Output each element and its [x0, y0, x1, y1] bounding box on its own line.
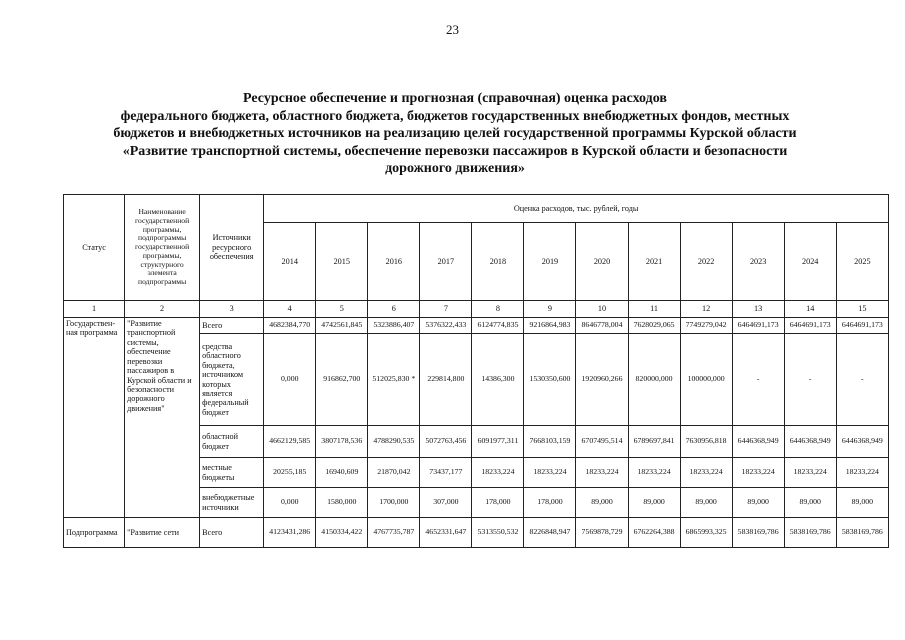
value-cell: 89,000 — [576, 488, 628, 518]
value-cell: 8646778,004 — [576, 318, 628, 334]
column-number: 10 — [576, 301, 628, 318]
value-cell: 73437,177 — [420, 458, 472, 488]
year-header: 2018 — [472, 223, 524, 301]
page-number: 23 — [446, 22, 459, 37]
year-header: 2020 — [576, 223, 628, 301]
value-cell: 18233,224 — [680, 458, 732, 488]
year-header: 2023 — [732, 223, 784, 301]
value-cell: 6446368,949 — [784, 426, 836, 458]
value-cell: 6707495,514 — [576, 426, 628, 458]
program-status: Государствен-ная программа — [64, 318, 125, 518]
value-cell: 3807178,536 — [316, 426, 368, 458]
value-cell: 229814,800 — [420, 334, 472, 426]
value-cell: 6091977,311 — [472, 426, 524, 458]
source-cell: областной бюджет — [200, 426, 264, 458]
value-cell: 4652331,647 — [420, 518, 472, 548]
header-sources: Источники ресурсного обеспечения — [200, 195, 264, 301]
value-cell: 8226848,947 — [524, 518, 576, 548]
value-cell: - — [732, 334, 784, 426]
source-cell: средства областного бюджета, источником которых является федеральный бюджет — [200, 334, 264, 426]
value-cell: 18233,224 — [628, 458, 680, 488]
column-number: 14 — [784, 301, 836, 318]
value-cell: - — [836, 334, 888, 426]
value-cell: 5838169,786 — [836, 518, 888, 548]
value-cell: 18233,224 — [524, 458, 576, 488]
value-cell: 6762264,388 — [628, 518, 680, 548]
year-header: 2017 — [420, 223, 472, 301]
title-line: «Развитие транспортной системы, обеспечение перевозки пассажиров в Курской области и безопасности — [122, 143, 788, 159]
program-name: "Развитие транспортной системы, обеспечение перевозки пассажиров в Курской области и безопасности дорожного движения" — [125, 318, 200, 518]
value-cell: 178,000 — [524, 488, 576, 518]
title-line: федерального бюджета, областного бюджета, бюджетов государственных внебюджетных фондов, местных — [120, 108, 790, 124]
value-cell: 0,000 — [264, 334, 316, 426]
column-number: 3 — [200, 301, 264, 318]
year-header: 2015 — [316, 223, 368, 301]
value-cell: 1580,000 — [316, 488, 368, 518]
subprogram-name: "Развитие сети — [125, 518, 200, 548]
value-cell: 5838169,786 — [784, 518, 836, 548]
year-header: 2019 — [524, 223, 576, 301]
value-cell: 100000,000 — [680, 334, 732, 426]
value-cell: 4788290,535 — [368, 426, 420, 458]
value-cell: 820000,000 — [628, 334, 680, 426]
value-cell: 4767735,787 — [368, 518, 420, 548]
column-number: 15 — [836, 301, 888, 318]
value-cell: 916862,700 — [316, 334, 368, 426]
header-name: Наименование государственной программы, подпрограммы государственной программы, структурного элемента подпрограммы — [125, 195, 200, 301]
value-cell: 6865993,325 — [680, 518, 732, 548]
value-cell: 20255,185 — [264, 458, 316, 488]
value-cell: 89,000 — [836, 488, 888, 518]
value-cell: 6464691,173 — [836, 318, 888, 334]
value-cell: 5072763,456 — [420, 426, 472, 458]
value-cell: 5838169,786 — [732, 518, 784, 548]
value-cell: 512025,830 * — [368, 334, 420, 426]
value-cell: 14386,300 — [472, 334, 524, 426]
value-cell: 4682384,770 — [264, 318, 316, 334]
year-header: 2016 — [368, 223, 420, 301]
table-row — [64, 318, 889, 334]
value-cell: 6124774,835 — [472, 318, 524, 334]
table-row — [64, 518, 889, 548]
column-number: 2 — [125, 301, 200, 318]
budget-table — [63, 194, 889, 548]
title-line: дорожного движения» — [385, 161, 525, 176]
subprogram-status: Подпрограмма — [64, 518, 125, 548]
column-number-row — [64, 301, 889, 318]
value-cell: 1530350,600 — [524, 334, 576, 426]
value-cell: 18233,224 — [576, 458, 628, 488]
value-cell: 307,000 — [420, 488, 472, 518]
year-header: 2024 — [784, 223, 836, 301]
column-number: 11 — [628, 301, 680, 318]
value-cell: 7668103,159 — [524, 426, 576, 458]
value-cell: 6464691,173 — [732, 318, 784, 334]
value-cell: 178,000 — [472, 488, 524, 518]
column-number: 9 — [524, 301, 576, 318]
value-cell: 4123431,286 — [264, 518, 316, 548]
value-cell: 89,000 — [784, 488, 836, 518]
title-line: бюджетов и внебюджетных источников на реализацию целей государственной программы Курской области — [113, 126, 797, 141]
column-number: 13 — [732, 301, 784, 318]
column-number: 4 — [264, 301, 316, 318]
value-cell: 6789697,841 — [628, 426, 680, 458]
value-cell: 18233,224 — [836, 458, 888, 488]
value-cell: 5313550,532 — [472, 518, 524, 548]
value-cell: 7628029,065 — [628, 318, 680, 334]
year-header: 2025 — [836, 223, 888, 301]
value-cell: 89,000 — [628, 488, 680, 518]
source-cell: внебюджетные источники — [200, 488, 264, 518]
value-cell: 6446368,949 — [732, 426, 784, 458]
column-number: 7 — [420, 301, 472, 318]
value-cell: 89,000 — [680, 488, 732, 518]
value-cell: 89,000 — [732, 488, 784, 518]
value-cell: 16940,609 — [316, 458, 368, 488]
column-number: 5 — [316, 301, 368, 318]
value-cell: 4742561,845 — [316, 318, 368, 334]
title-line: Ресурсное обеспечение и прогнозная (справочная) оценка расходов — [243, 91, 667, 106]
value-cell: 6446368,949 — [836, 426, 888, 458]
source-cell: Всего — [200, 518, 264, 548]
value-cell: 7749279,042 — [680, 318, 732, 334]
value-cell: 6464691,173 — [784, 318, 836, 334]
document-title — [60, 90, 850, 178]
source-cell: местные бюджеты — [200, 458, 264, 488]
year-header: 2021 — [628, 223, 680, 301]
value-cell: 0,000 — [264, 488, 316, 518]
header-status: Статус — [64, 195, 125, 301]
column-number: 6 — [368, 301, 420, 318]
value-cell: 1920960,266 — [576, 334, 628, 426]
value-cell: 18233,224 — [784, 458, 836, 488]
value-cell: 4662129,585 — [264, 426, 316, 458]
column-number: 12 — [680, 301, 732, 318]
value-cell: 5323886,407 — [368, 318, 420, 334]
value-cell: 7569878,729 — [576, 518, 628, 548]
header-estimate: Оценка расходов, тыс. рублей, годы — [264, 195, 889, 223]
column-number: 8 — [472, 301, 524, 318]
value-cell: 18233,224 — [472, 458, 524, 488]
value-cell: 7630956,818 — [680, 426, 732, 458]
value-cell: 4150334,422 — [316, 518, 368, 548]
value-cell: 5376322,433 — [420, 318, 472, 334]
value-cell: 1700,000 — [368, 488, 420, 518]
year-header: 2022 — [680, 223, 732, 301]
value-cell: 21870,042 — [368, 458, 420, 488]
source-cell: Всего — [200, 318, 264, 334]
column-number: 1 — [64, 301, 125, 318]
value-cell: - — [784, 334, 836, 426]
value-cell: 18233,224 — [732, 458, 784, 488]
value-cell: 9216864,983 — [524, 318, 576, 334]
year-header: 2014 — [264, 223, 316, 301]
